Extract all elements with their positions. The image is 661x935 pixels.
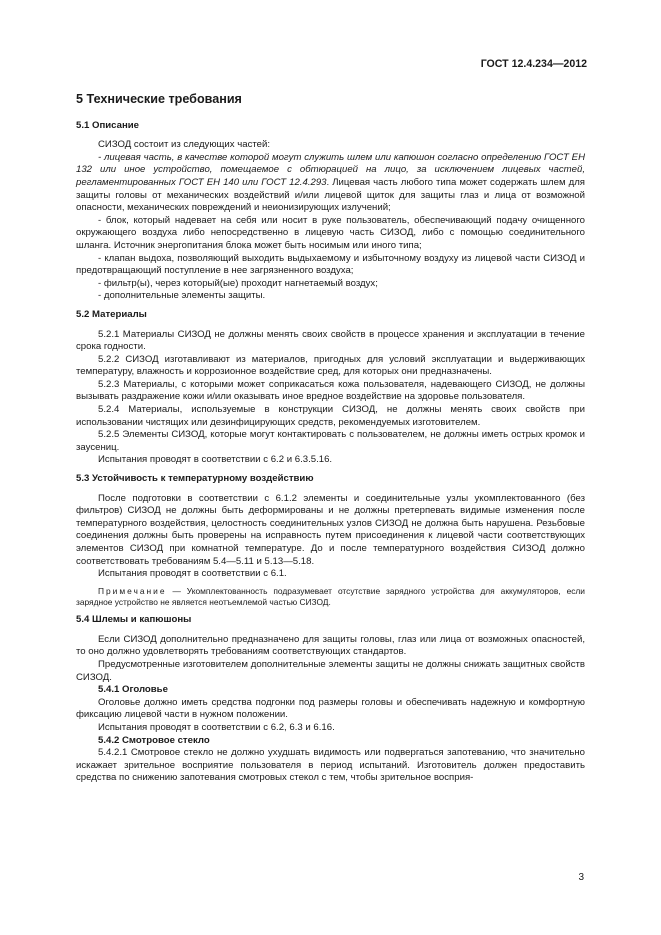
paragraph: Испытания проводят в соответствии с 6.1. <box>98 568 287 580</box>
section-5-4-2-title: 5.4.2 Смотровое стекло <box>98 734 210 746</box>
paragraph: Оголовье должно иметь средства подгонки под размеры головы и обеспечивать надежную и комфортную фиксацию лицевой части в нужном положении. <box>76 696 585 721</box>
paragraph: Испытания проводят в соответствии с 6.2, 6.3 и 6.16. <box>98 721 335 733</box>
paragraph: СИЗОД состоит из следующих частей: <box>98 139 271 151</box>
section-5-4-title: 5.4 Шлемы и капюшоны <box>76 614 192 626</box>
paragraph: Если СИЗОД дополнительно предназначено для защиты головы, глаз или лица от возможных опасностей, то оно должно удовлетворять требованиям соответствующих стандартов. <box>76 633 585 658</box>
paragraph: - дополнительные элементы защиты. <box>98 290 266 302</box>
paragraph: 5.4.2.1 Смотровое стекло не должно ухудшать видимость или подвергаться запотеванию, что значительно искажает зрительное восприятие пользователя в период испытаний. Изготовитель должен предоставить средства по снижению запотевания смотровых стекол с тем, чтобы зрительное восприя- <box>76 747 585 784</box>
italic-text: - лицевая часть, в качестве которой могут служить шлем или капюшон согласно определению ГОСТ ЕН 132 или иное устройство, помещаемое с обтюрацией на лицо, за исключением лицевых частей, регламентированных ГОСТ ЕН 140 или ГОСТ 12.4.293 <box>76 151 585 188</box>
section-5-2-title: 5.2 Материалы <box>76 308 147 320</box>
paragraph: После подготовки в соответствии с 6.1.2 элементы и соединительные узлы укомплектованного (без фильтров) СИЗОД не должны быть деформированы и не должны претерпевать видимые изменения после температурного воздействия, целостность соединительных узлов СИЗОД не должна быть нарушена. Резьбовые соединения должны быть проверены на исправность путем присоединения к лицевой части соответствующих элементов СИЗОД при комнатной температуре. До и после температурного воздействия СИЗОД должно соответствовать требованиям 5.4—5.11 и 5.13—5.18. <box>76 492 585 567</box>
page-number: 3 <box>578 872 584 883</box>
paragraph <box>76 152 585 215</box>
document-body <box>76 90 585 785</box>
paragraph: 5.2.2 СИЗОД изготавливают из материалов, пригодных для условий эксплуатации и выдерживающих температуру, влажность и коррозионное воздействие сред, для которых они предназначены. <box>76 353 585 378</box>
note <box>76 586 585 608</box>
section-5-title: 5 Технические требования <box>76 92 242 106</box>
paragraph: 5.2.4 Материалы, используемые в конструкции СИЗОД, не должны менять своих свойств при использовании чистящих или дезинфицирующих средств, рекомендуемых изготовителем. <box>76 404 585 428</box>
document-code-header: ГОСТ 12.4.234—2012 <box>480 58 587 70</box>
paragraph: 5.2.1 Материалы СИЗОД не должны менять своих свойств в процессе хранения и эксплуатации в течение срока годности. <box>76 328 585 353</box>
paragraph-text: . Лицевая часть любого типа может содержать шлем для защиты головы от механических воздействий и/или лицевой щиток для защиты глаз и лица от возможной опасности, механических повреждений и неионизирующих излучений; <box>76 176 585 214</box>
section-5-3-title: 5.3 Устойчивость к температурному воздействию <box>76 473 314 485</box>
paragraph: - клапан выдоха, позволяющий выходить выдыхаемому и избыточному воздуху из лицевой части СИЗОД и предотвращающий поступление в нее загрязненного воздуха; <box>76 252 585 277</box>
paragraph: - фильтр(ы), через который(ые) проходит нагнетаемый воздух; <box>98 277 378 289</box>
paragraph: 5.2.5 Элементы СИЗОД, которые могут контактировать с пользователем, не должны иметь острых кромок и заусениц. <box>76 429 585 453</box>
paragraph: Предусмотренные изготовителем дополнительные элементы защиты не должны снижать защитных свойств СИЗОД. <box>76 658 585 683</box>
note-label: Примечание <box>98 585 167 596</box>
paragraph: Испытания проводят в соответствии с 6.2 и 6.3.5.16. <box>98 454 333 466</box>
note-text: — Укомплектованность подразумевает отсутствие зарядного устройства для аккумуляторов, если зарядное устройство не является неотъемлемой частью СИЗОД. <box>76 585 585 607</box>
paragraph: 5.2.3 Материалы, с которыми может соприкасаться кожа пользователя, надевающего СИЗОД, не должны вызывать раздражение кожи и/или оказывать иное вредное воздействие на здоровье пользователя. <box>76 378 585 403</box>
section-5-4-1-title: 5.4.1 Оголовье <box>98 684 168 696</box>
paragraph: - блок, который надевает на себя или носит в руке пользователь, обеспечивающий подачу очищенного окружающего воздуха либо непосредственно в лицевую часть СИЗОД, либо с помощью соединительного шланга. Источник энергопитания блока может быть носимым или иного типа; <box>76 214 585 251</box>
section-5-1-title: 5.1 Описание <box>76 119 139 131</box>
